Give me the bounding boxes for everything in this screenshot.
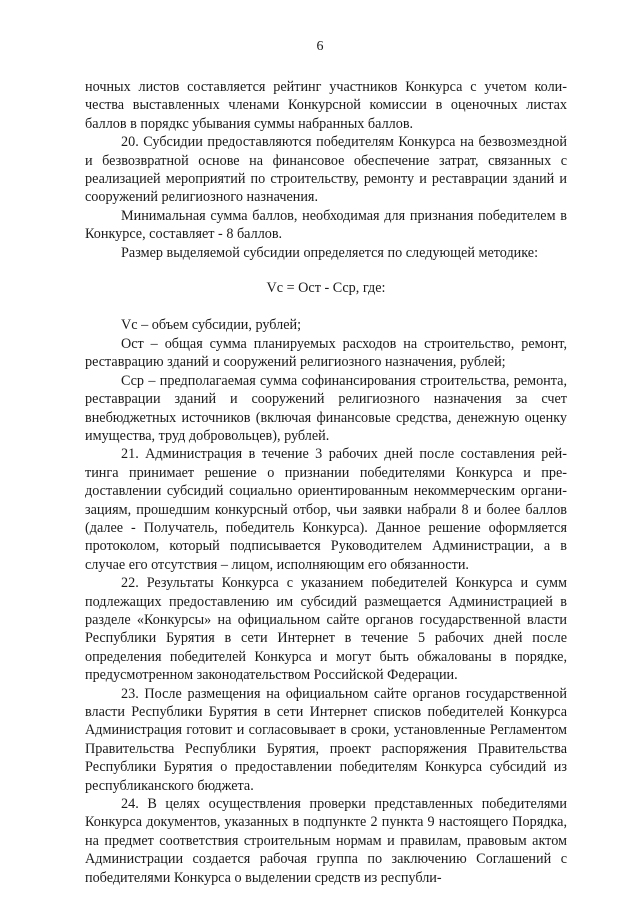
paragraph-method-intro: Размер выделяемой субсидии определяется по следующей методике:	[121, 244, 539, 261]
definition-ost: Ост – общая сумма планируемых расходов на строительство, ремонт, реставрацию зданий и сооружений религиозного назначения, рублей;	[85, 335, 567, 371]
page-number: 6	[316, 39, 324, 54]
definition-ssr: Сср – предполагаемая сумма софинансирования строительства, ремонта, реставрации зданий и сооружений религиозного назначения за счет внебюджетных источников (включая финансовые средства, денежную оценку имущества, труд добровольцев), рублей.	[85, 372, 567, 444]
paragraph-20: 20. Субсидии предоставляются победителям Конкурса на безвозмездной и безвозвратной основе на финансовое обеспечение затрат, связанных с реализацией мероприятий по строительству, ремонту и реставрации зданий и сооружений религиозного назначения.	[85, 134, 567, 206]
paragraph-22: 22. Результаты Конкурса с указанием победителей Конкурса и сумм подлежащих предоставлению им субсидий размещается Администрацией в разделе «Конкурсы» на официальном сайте органов государственной власти Республики Бурятия в сети Интернет в течение 5 рабочих дней после определения победителей Конкурса и могут быть обжалованы в порядке, предусмотренном законодательством Российской Федерации.	[85, 575, 567, 684]
subsidy-formula: Vс = Ост - Сср, где:	[266, 280, 386, 297]
definition-vc: Vc – объем субсидии, рублей;	[121, 317, 302, 334]
paragraph-23: 23. После размещения на официальном сайте органов государственной власти Республики Бурятия в сети Интернет списков победителей Конкурса Администрация готовит и согласовывает в сроки, установленные Регламентом Правительства Республики Бурятия, проект распоряжения Правительства Республики Бурятия о предоставлении победителям Конкурса субсидий из республиканского бюджета.	[85, 685, 567, 794]
paragraph-24: 24. В целях осуществления проверки представленных победителями Конкурса документов, указанных в подпункте 2 пункта 9 настоящего Порядка, на предмет соответствия строительным нормам и правилам, правовым актом Администрации создается рабочая группа по заключению Соглашений с победителями Конкурса о выделении средств из республи-	[85, 796, 567, 886]
paragraph-continuation: ночных листов составляется рейтинг участников Конкурса с учетом количества выставленных членами Конкурсной комиссии в оценочных листах баллов в порядкс убывания суммы набранных баллов.	[85, 79, 567, 132]
paragraph-minimum-score: Минимальная сумма баллов, необходимая для признания победителем в Конкурсе, составляет - 8 баллов.	[85, 207, 567, 243]
document-body	[85, 78, 567, 887]
paragraph-21: 21. Администрация в течение 3 рабочих дней после составления рейтинга принимает решение о признании победителями Конкурса и предоставлении субсидий социально ориентированным некоммерческим организациям, прошедшим конкурсный отбор, чьи заявки набрали 8 и более баллов (далее - Получатель, победитель Конкурса). Данное решение оформляется протоколом, который подписывается Руководителем Администрации, а в случае его отсутствия – лицом, исполняющим его обязанности.	[85, 446, 567, 573]
